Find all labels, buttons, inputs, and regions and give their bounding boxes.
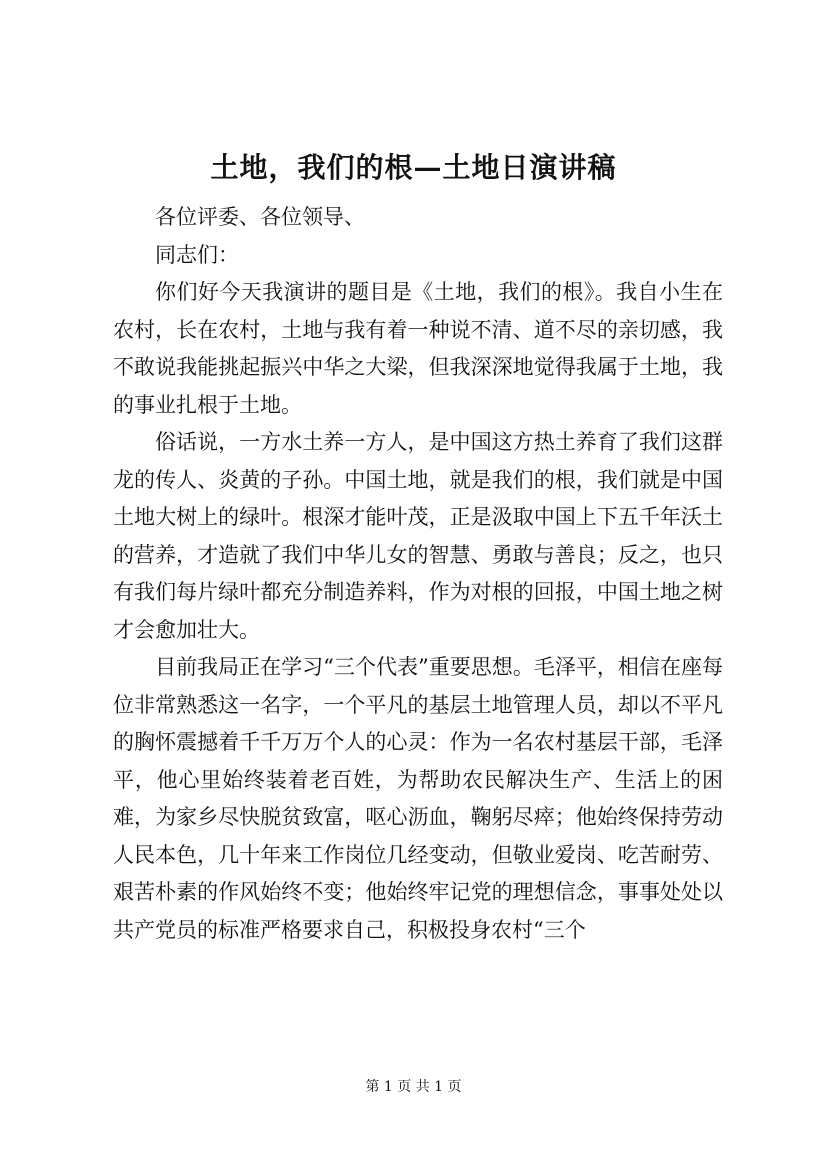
paragraph-intro: 你们好今天我演讲的题目是《土地，我们的根》。我自小生在农村，长在农村，土地与我有着一种说不清、道不尽的亲切感，我不敢说我能挑起振兴中华之大梁，但我深深地觉得我属于土地，我的事业扎根于土地。 bbox=[113, 280, 723, 417]
page-footer: 第 1 页 共 1 页 bbox=[365, 1079, 462, 1095]
paragraph-salutation: 各位评委、各位领导、 bbox=[155, 205, 365, 229]
paragraph-greeting: 同志们： bbox=[155, 242, 239, 267]
document-body bbox=[113, 199, 723, 949]
document-title: 土地，我们的根—土地日演讲稿 bbox=[210, 151, 617, 184]
paragraph-example: 目前我局正在学习“三个代表”重要思想。毛泽平，相信在座每位非常熟悉这一名字，一个平凡的基层土地管理人员，却以不平凡的胸怀震撼着千千万万个人的心灵：作为一名农村基层干部，毛泽平，他心里始终装着老百姓，为帮助农民解决生产、生活上的困难，为家乡尽快脱贫致富，呕心沥血，鞠躬尽瘁；他始终保持劳动人民本色，几十年来工作岗位几经变动，但敬业爱岗、吃苦耐劳、艰苦朴素的作风始终不变；他始终牢记党的理想信念，事事处处以共产党员的标准严格要求自己，积极投身农村“三个 bbox=[113, 655, 723, 942]
paragraph-roots: 俗话说，一方水土养一方人，是中国这方热土养育了我们这群龙的传人、炎黄的子孙。中国土地，就是我们的根，我们就是中国土地大树上的绿叶。根深才能叶茂，正是汲取中国上下五千年沃土的营养，才造就了我们中华儿女的智慧、勇敢与善良；反之，也只有我们每片绿叶都充分制造养料，作为对根的回报，中国土地之树才会愈加壮大。 bbox=[113, 430, 723, 642]
